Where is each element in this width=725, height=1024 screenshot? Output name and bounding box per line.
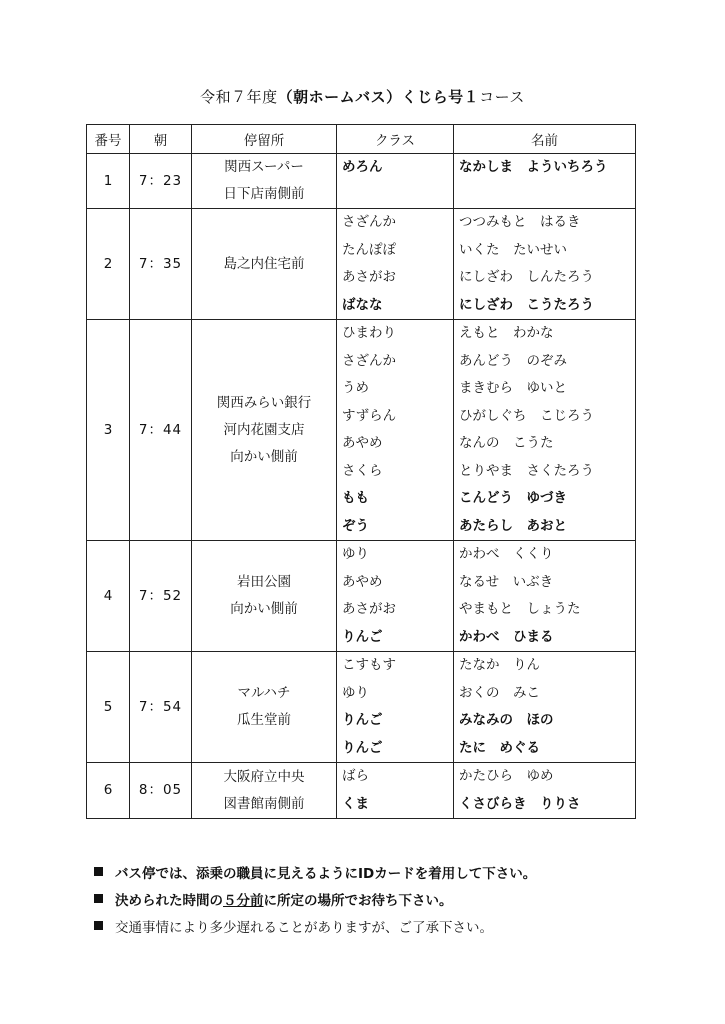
student-name: こんどう ゆづき (459, 490, 567, 506)
student-name: かわべ ひまる (459, 628, 554, 645)
bullet-square-icon (94, 921, 103, 930)
student-name: にしざわ こうたろう (459, 296, 594, 313)
class-name: ぞう (342, 517, 369, 534)
table-row (87, 652, 636, 763)
name-list (454, 209, 636, 320)
note-traffic-delay (94, 912, 694, 939)
bus-stop-line: 関西スーパー (224, 159, 304, 175)
name-list (454, 652, 636, 763)
table-row (87, 320, 636, 541)
note-text-part: に所定の場所でお待ち下さい。 (263, 892, 453, 909)
note-id-card (94, 858, 694, 885)
header-time: 朝 (130, 125, 192, 154)
class-name: くま (342, 795, 369, 812)
bus-schedule-table (86, 124, 636, 819)
bus-stop-name (192, 763, 337, 819)
table-body (87, 154, 636, 819)
student-name: かわべ くくり (459, 546, 554, 562)
class-list (337, 154, 454, 209)
stop-number: 2 (87, 209, 130, 320)
bus-stop-line: 向かい側前 (230, 601, 298, 617)
stop-number: 5 (87, 652, 130, 763)
table-row (87, 209, 636, 320)
departure-time: 7：54 (130, 652, 192, 763)
student-name: あんどう のぞみ (459, 352, 567, 369)
student-name: たなか りん (459, 657, 540, 673)
student-name: おくの みこ (459, 684, 540, 701)
bus-stop-name (192, 541, 337, 652)
name-list (454, 541, 636, 652)
student-name: かたひら ゆめ (459, 768, 554, 784)
student-name: たに めぐる (459, 739, 540, 756)
title-course: コース (479, 88, 525, 106)
header-number: 番号 (87, 125, 130, 154)
class-name: ひまわり (342, 325, 396, 341)
note-text: バス停では、添乗の職員に見えるようにIDカードを着用して下さい。 (115, 865, 537, 882)
bus-stop-name (192, 652, 337, 763)
class-name: ばら (342, 768, 369, 784)
title-bus-name: （朝ホームバス）くじら号１ (277, 88, 480, 106)
name-list (454, 763, 636, 819)
class-name: たんぽぽ (342, 241, 396, 258)
bus-stop-name (192, 154, 337, 209)
student-name: とりやま さくたろう (459, 462, 594, 479)
header-class: クラス (337, 125, 454, 154)
student-name: ひがしぐち こじろう (459, 407, 594, 424)
bus-stop-line: 瓜生堂前 (237, 712, 291, 728)
student-name: まきむら ゆいと (459, 380, 567, 396)
table-row (87, 763, 636, 819)
student-name: やまもと しょうた (459, 601, 581, 617)
bus-stop-line: 関西みらい銀行 (216, 394, 312, 411)
student-name: えもと わかな (459, 325, 554, 341)
title-fiscal-year: 令和７年度 (200, 88, 278, 106)
class-name: めろん (342, 159, 383, 175)
class-name: さざんか (342, 214, 396, 230)
table-row (87, 154, 636, 209)
bullet-square-icon (94, 894, 103, 903)
table-row (87, 541, 636, 652)
name-list (454, 154, 636, 209)
note-emphasis: ５分前 (223, 892, 264, 909)
note-text: 交通事情により多少遅れることがありますが、ご了承下さい。 (115, 919, 493, 936)
notes-list (94, 858, 694, 939)
departure-time: 7：44 (130, 320, 192, 541)
header-name: 名前 (454, 125, 636, 154)
student-name: いくた たいせい (459, 241, 567, 258)
bus-stop-name (192, 320, 337, 541)
header-stop: 停留所 (192, 125, 337, 154)
student-name: あたらし あおと (459, 517, 567, 534)
class-name: りんご (342, 712, 383, 728)
departure-time: 7：52 (130, 541, 192, 652)
class-list (337, 763, 454, 819)
class-name: ゆり (342, 684, 369, 701)
stop-number: 1 (87, 154, 130, 209)
stop-number: 3 (87, 320, 130, 541)
name-list (454, 320, 636, 541)
class-list (337, 652, 454, 763)
class-name: もも (342, 490, 369, 506)
bus-stop-line: 島之内住宅前 (223, 255, 305, 272)
class-name: さざんか (342, 352, 396, 369)
bus-stop-line: 図書館南側前 (223, 795, 305, 812)
bus-stop-line: 岩田公園 (237, 574, 291, 590)
class-name: りんご (342, 739, 383, 756)
note-text (115, 889, 453, 909)
student-name: つつみもと はるき (459, 214, 581, 230)
student-name: なるせ いぶき (459, 573, 554, 590)
student-name: にしざわ しんたろう (459, 269, 594, 285)
class-list (337, 209, 454, 320)
class-name: あやめ (342, 435, 383, 451)
class-list (337, 320, 454, 541)
departure-time: 7：23 (130, 154, 192, 209)
class-name: あやめ (342, 573, 383, 590)
departure-time: 8：05 (130, 763, 192, 819)
departure-time: 7：35 (130, 209, 192, 320)
table-header-row (87, 125, 636, 154)
page-title (0, 86, 725, 107)
class-name: あさがお (342, 269, 396, 285)
student-name: なんの こうた (459, 435, 554, 451)
class-name: ばなな (342, 296, 383, 313)
class-list (337, 541, 454, 652)
class-name: こすもす (342, 657, 396, 673)
bus-stop-line: 日下店南側前 (223, 186, 305, 202)
bus-stop-line: マルハチ (237, 685, 291, 701)
student-name: くさびらき りりさ (459, 795, 581, 812)
bus-stop-line: 向かい側前 (230, 448, 298, 465)
bullet-square-icon (94, 867, 103, 876)
student-name: みなみの ほの (459, 712, 554, 728)
student-name: なかしま よういちろう (459, 159, 608, 175)
stop-number: 6 (87, 763, 130, 819)
bus-stop-line: 大阪府立中央 (223, 768, 305, 785)
class-name: あさがお (342, 601, 396, 617)
class-name: うめ (342, 380, 369, 396)
class-name: さくら (342, 462, 383, 479)
class-name: りんご (342, 628, 383, 645)
note-text-part: 決められた時間の (115, 892, 223, 909)
class-name: ゆり (342, 546, 369, 562)
stop-number: 4 (87, 541, 130, 652)
note-arrive-early (94, 885, 694, 912)
bus-stop-name (192, 209, 337, 320)
class-name: すずらん (342, 407, 397, 424)
bus-stop-line: 河内花園支店 (223, 421, 305, 438)
